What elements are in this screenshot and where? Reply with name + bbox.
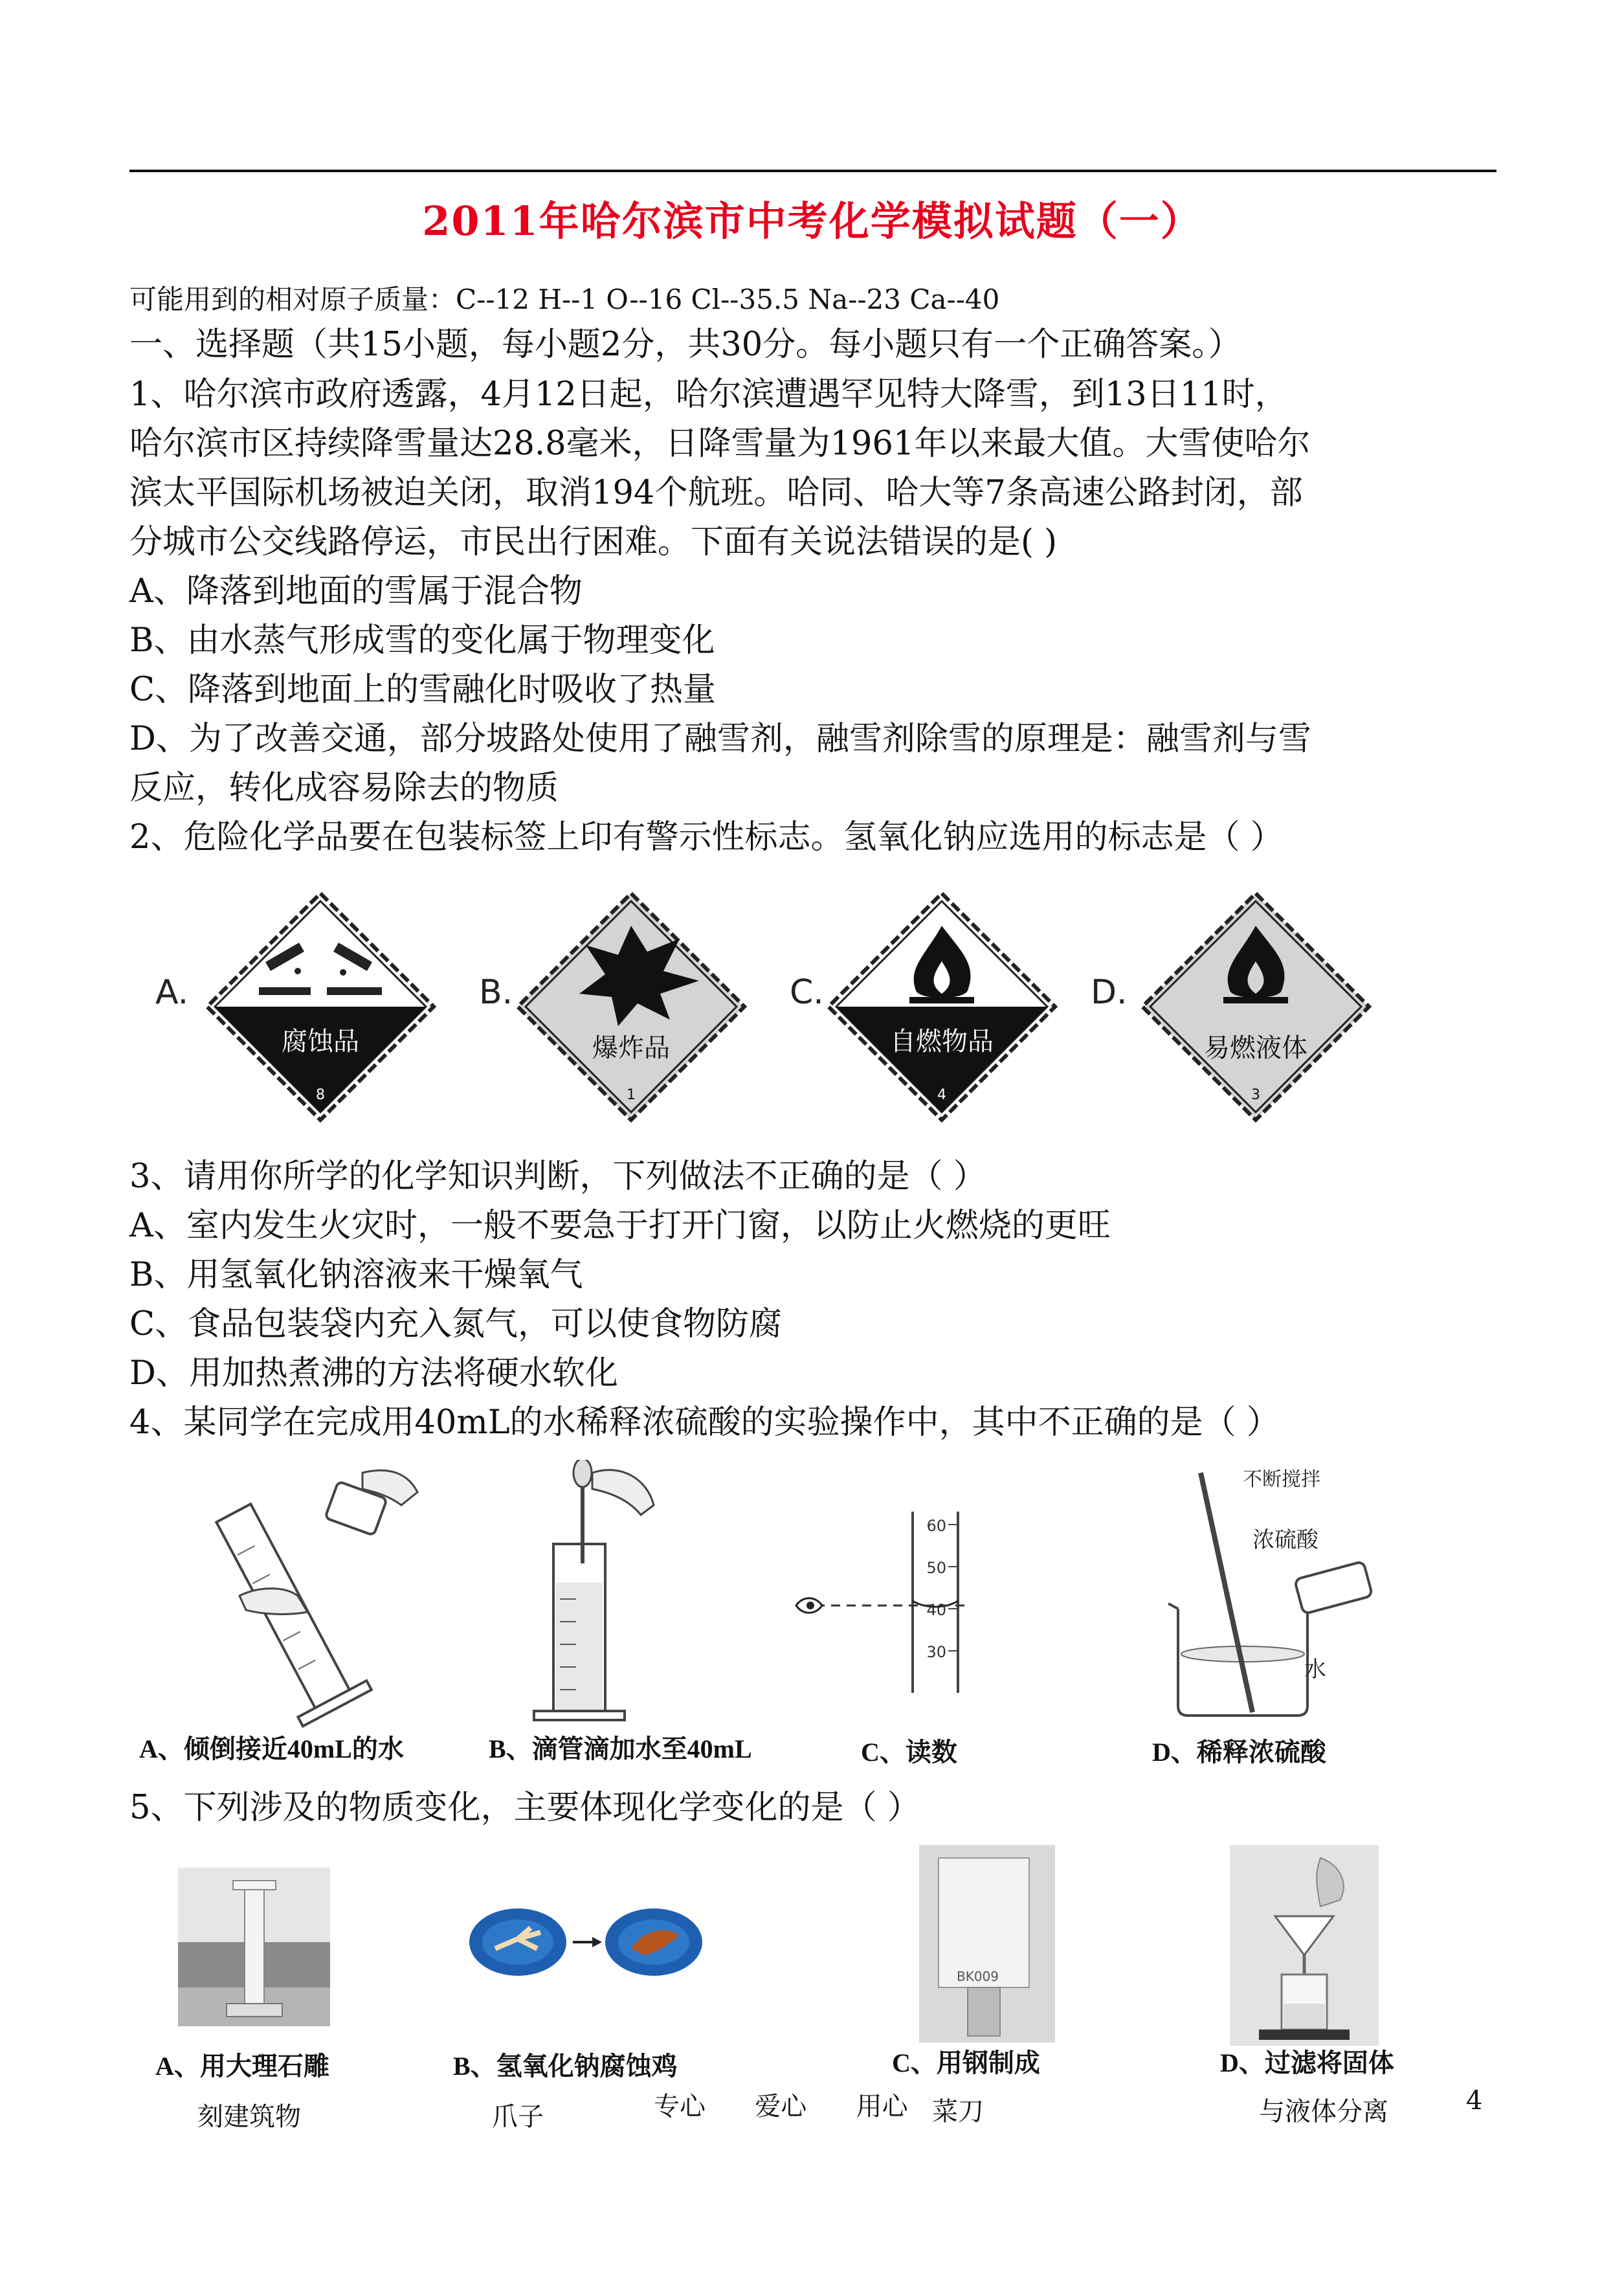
q5-caption-c-line-2: 菜刀 bbox=[932, 2097, 984, 2127]
label-acid: 浓硫酸 bbox=[1252, 1527, 1318, 1553]
q1-stem-line-4: 分城市公交线路停运，市民出行困难。下面有关说法错误的是( ) bbox=[129, 523, 1058, 561]
section-heading: 一、选择题（共15小题，每小题2分，共30分。每小题只有一个正确答案。） bbox=[129, 326, 1241, 364]
q2-stem: 2、危险化学品要在包装标签上印有警示性标志。氢氧化钠应选用的标志是（ ） bbox=[129, 818, 1284, 856]
q1-option-d-line-1: D、为了改善交通，部分坡路处使用了融雪剂，融雪剂除雪的原理是：融雪剂与雪 bbox=[129, 720, 1311, 758]
hazard-sign-c bbox=[790, 893, 1055, 1120]
q5-caption-b-line-1: B、氢氧化钠腐蚀鸡 bbox=[453, 2052, 678, 2081]
sign-b-letter: B. bbox=[479, 973, 513, 1012]
atomic-masses: 可能用到的相对原子质量：C--12 H--1 O--16 Cl--35.5 Na--23 Ca--40 bbox=[129, 284, 1000, 315]
q3-option-b: B、用氢氧化钠溶液来干燥氧气 bbox=[129, 1256, 583, 1294]
eye-icon bbox=[796, 1598, 822, 1613]
photo-marble-column bbox=[178, 1868, 330, 2026]
q5-stem: 5、下列涉及的物质变化，主要体现化学变化的是（ ） bbox=[129, 1789, 920, 1827]
sign-c-label: 自燃物品 bbox=[890, 1027, 994, 1057]
q3-option-c: C、食品包装袋内充入氮气，可以使食物防腐 bbox=[129, 1305, 783, 1343]
q4-caption-a: A、倾倒接近40mL的水 bbox=[139, 1734, 404, 1763]
hazard-signs bbox=[149, 880, 1443, 1139]
sign-a-label: 腐蚀品 bbox=[282, 1027, 359, 1057]
header-rule bbox=[129, 170, 1496, 172]
scale-label-60: 60 bbox=[926, 1517, 946, 1535]
page-title: 2011年哈尔滨市中考化学模拟试题（一） bbox=[422, 197, 1202, 245]
page-number: 4 bbox=[1466, 2086, 1483, 2116]
sign-d-letter: D. bbox=[1091, 973, 1128, 1012]
sign-c-number: 4 bbox=[937, 1087, 946, 1103]
q5-caption-d-line-1: D、过滤将固体 bbox=[1220, 2048, 1394, 2077]
q5-caption-a-line-1: A、用大理石雕 bbox=[155, 2052, 329, 2081]
q1-option-b: B、由水蒸气形成雪的变化属于物理变化 bbox=[129, 621, 715, 660]
q5-caption-b-line-2: 爪子 bbox=[492, 2102, 544, 2132]
q3-option-d: D、用加热煮沸的方法将硬水软化 bbox=[129, 1354, 618, 1393]
label-water: 水 bbox=[1304, 1657, 1326, 1683]
q4-caption-b: B、滴管滴加水至40mL bbox=[489, 1734, 752, 1763]
q1-option-d-line-2: 反应，转化成容易除去的物质 bbox=[129, 769, 559, 807]
q5-figures bbox=[129, 1845, 1521, 2059]
scale-label-40: 40 bbox=[926, 1601, 946, 1619]
q3-option-a: A、室内发生火灾时，一般不要急于打开门窗，以防止火燃烧的更旺 bbox=[129, 1207, 1111, 1245]
scale-label-30: 30 bbox=[926, 1643, 946, 1661]
figure-c-reading bbox=[796, 1512, 971, 1693]
q4-stem: 4、某同学在完成用40mL的水稀释浓硫酸的实验操作中，其中不正确的是（ ） bbox=[129, 1404, 1280, 1442]
hazard-sign-d bbox=[1091, 893, 1369, 1120]
sign-b-number: 1 bbox=[627, 1087, 636, 1103]
figure-d-diluting bbox=[1168, 1468, 1372, 1716]
acid-bottle-icon bbox=[1295, 1561, 1372, 1615]
sign-b-label: 爆炸品 bbox=[592, 1033, 670, 1063]
q5-caption-a-line-2: 刻建筑物 bbox=[197, 2102, 301, 2132]
q1-stem-line-3: 滨太平国际机场被迫关闭，取消194个航班。哈同、哈大等7条高速公路封闭，部 bbox=[129, 474, 1303, 512]
q1-option-c: C、降落到地面上的雪融化时吸收了热量 bbox=[129, 671, 717, 709]
q4-caption-c: C、读数 bbox=[861, 1738, 957, 1767]
q1-stem-line-2: 哈尔滨市区持续降雪量达28.8毫米，日降雪量为1961年以来最大值。大雪使哈尔 bbox=[129, 425, 1311, 463]
q1-option-a: A、降落到地面的雪属于混合物 bbox=[129, 572, 583, 610]
q4-caption-d: D、稀释浓硫酸 bbox=[1152, 1738, 1326, 1767]
figure-a-pouring bbox=[199, 1470, 417, 1726]
q4-figures bbox=[129, 1460, 1521, 1732]
q3-stem: 3、请用你所学的化学知识判断，下列做法不正确的是（ ） bbox=[129, 1158, 986, 1196]
q5-caption-d-line-2: 与液体分离 bbox=[1259, 2097, 1388, 2127]
knife-code: BK009 bbox=[957, 1969, 999, 1984]
footer-motto: 专心 爱心 用心 bbox=[654, 2092, 908, 2121]
photo-kitchen-knife bbox=[919, 1845, 1055, 2042]
q1-stem-line-1: 1、哈尔滨市政府透露，4月12日起，哈尔滨遭遇罕见特大降雪，到13日11时， bbox=[129, 375, 1288, 414]
photo-filtration bbox=[1230, 1845, 1379, 2046]
q5-caption-c-line-1: C、用钢制成 bbox=[892, 2048, 1040, 2077]
figure-b-dropper bbox=[534, 1460, 654, 1720]
hazard-sign-b bbox=[479, 893, 744, 1120]
sign-a-number: 8 bbox=[316, 1087, 325, 1103]
scale-label-50: 50 bbox=[926, 1559, 946, 1577]
sign-a-letter: A. bbox=[155, 973, 189, 1012]
photo-chicken-feet bbox=[469, 1908, 702, 1976]
sign-d-number: 3 bbox=[1251, 1087, 1260, 1103]
hand-icon bbox=[592, 1470, 654, 1515]
label-stir: 不断搅拌 bbox=[1243, 1468, 1320, 1491]
hazard-sign-a bbox=[155, 893, 434, 1120]
sign-c-letter: C. bbox=[790, 973, 824, 1012]
sign-d-label: 易燃液体 bbox=[1204, 1033, 1307, 1063]
